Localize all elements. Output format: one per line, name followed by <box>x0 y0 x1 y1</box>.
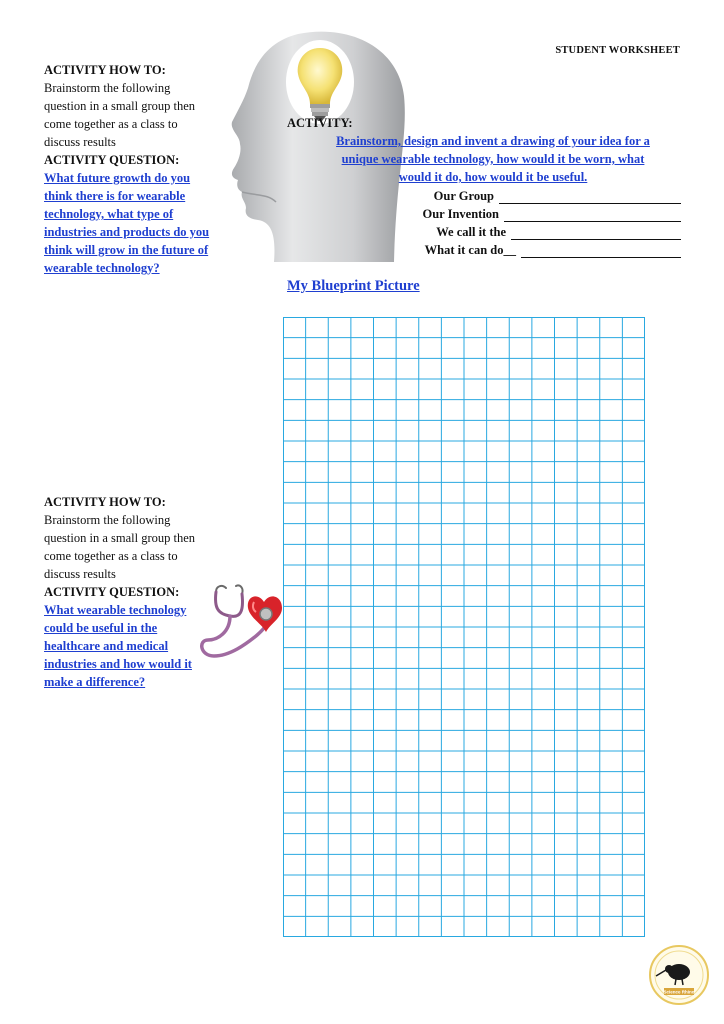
howto-line: come together as a class to <box>44 117 178 131</box>
form-row-our-group <box>300 186 681 204</box>
howto-line: discuss results <box>44 135 116 149</box>
logo-text: Science Rhino <box>663 989 695 995</box>
activity-text-line[interactable]: would it do, how would it be useful. <box>398 170 588 184</box>
form-label: Our Invention <box>422 207 499 221</box>
question-line[interactable]: industries and products do you <box>44 225 210 239</box>
question-line[interactable]: could be useful in the <box>44 621 158 635</box>
heart-icon <box>248 596 282 632</box>
question-line[interactable]: think there is for wearable <box>44 189 186 203</box>
question-line[interactable]: wearable technology? <box>44 261 160 275</box>
activity-text-line[interactable]: Brainstorm, design and invent a drawing of your idea for a <box>336 134 650 148</box>
blueprint-grid[interactable] <box>283 317 645 937</box>
question-line[interactable]: What future growth do you <box>44 171 191 185</box>
activity-text-line[interactable]: unique wearable technology, how would it be worn, what <box>341 152 645 166</box>
form-row-what-it-can-do <box>300 240 681 258</box>
what-it-can-do-blank[interactable] <box>521 245 681 258</box>
blueprint-title[interactable]: My Blueprint Picture <box>287 278 420 294</box>
howto-line: question in a small group then <box>44 99 196 113</box>
howto-title: ACTIVITY HOW TO: <box>44 63 166 77</box>
group-info-form <box>300 186 681 258</box>
stethoscope-heart-illustration <box>196 580 284 672</box>
question-line[interactable]: industries and how would it <box>44 657 192 671</box>
we-call-it-blank[interactable] <box>511 227 681 240</box>
question-title: ACTIVITY QUESTION: <box>44 585 180 599</box>
form-label: What it can do__ <box>424 243 516 257</box>
form-label: We call it the <box>436 225 506 239</box>
howto-line: come together as a class to <box>44 549 178 563</box>
question-title: ACTIVITY QUESTION: <box>44 153 180 167</box>
science-logo <box>648 944 710 1006</box>
form-label: Our Group <box>433 189 494 203</box>
howto-title: ACTIVITY HOW TO: <box>44 495 166 509</box>
question-line[interactable]: healthcare and medical <box>44 639 169 653</box>
question-line[interactable]: make a difference? <box>44 675 146 689</box>
form-row-we-call-it <box>300 222 681 240</box>
activity-label: ACTIVITY: <box>287 116 353 130</box>
howto-line: question in a small group then <box>44 531 196 545</box>
howto-line: Brainstorm the following <box>44 513 171 527</box>
howto-line: Brainstorm the following <box>44 81 171 95</box>
form-row-our-invention <box>300 204 681 222</box>
activity-description <box>287 114 687 186</box>
activity-block-1 <box>44 61 244 277</box>
howto-line: discuss results <box>44 567 116 581</box>
our-invention-blank[interactable] <box>504 209 681 222</box>
question-line[interactable]: What wearable technology <box>44 603 187 617</box>
question-line[interactable]: think will grow in the future of <box>44 243 209 257</box>
our-group-blank[interactable] <box>499 191 681 204</box>
worksheet-header: STUDENT WORKSHEET <box>555 45 680 56</box>
question-line[interactable]: technology, what type of <box>44 207 174 221</box>
